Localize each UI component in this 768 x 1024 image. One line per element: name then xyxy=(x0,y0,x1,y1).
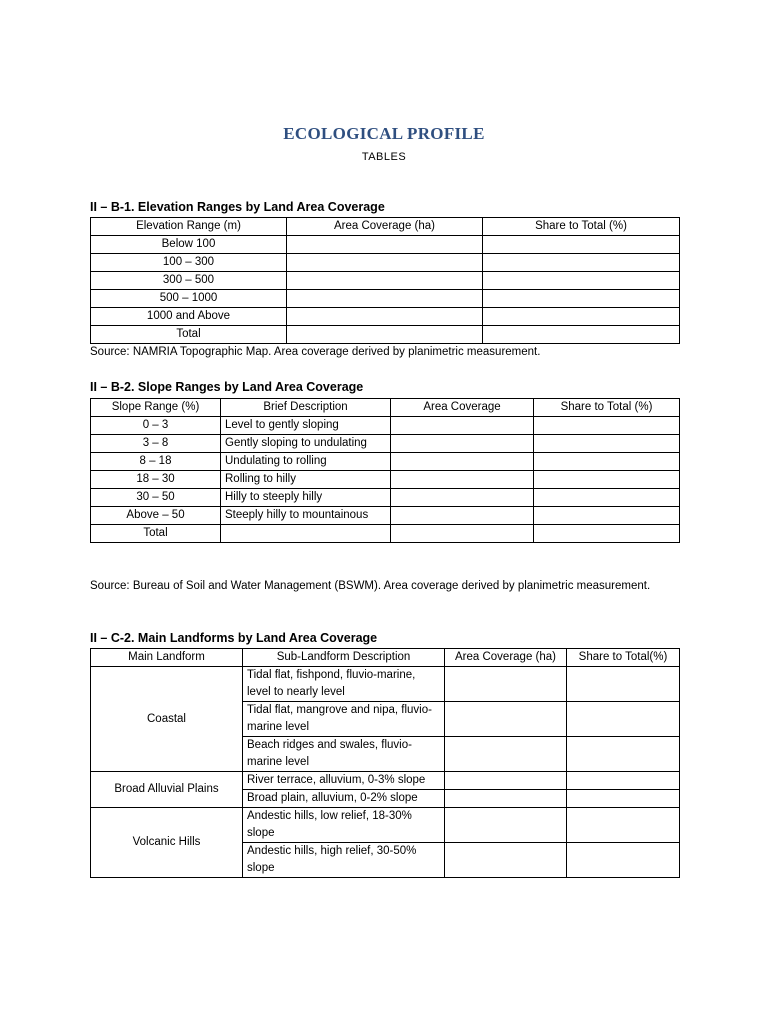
column-header: Area Coverage (ha) xyxy=(445,649,567,667)
table-cell xyxy=(534,507,680,525)
column-header: Elevation Range (m) xyxy=(91,218,287,236)
table-row xyxy=(91,507,680,525)
table-cell xyxy=(534,489,680,507)
table1-caption: II – B-1. Elevation Ranges by Land Area Coverage xyxy=(90,200,385,214)
table-cell xyxy=(534,525,680,543)
page-subtitle: TABLES xyxy=(361,151,407,163)
table-cell: Broad plain, alluvium, 0-2% slope xyxy=(243,790,445,808)
table-cell: 100 – 300 xyxy=(91,254,287,272)
table-cell xyxy=(534,471,680,489)
table-cell xyxy=(567,702,680,737)
table-cell xyxy=(287,308,483,326)
table-cell xyxy=(567,667,680,702)
column-header: Slope Range (%) xyxy=(91,399,221,417)
table-cell xyxy=(445,808,567,843)
table-cell xyxy=(483,272,680,290)
elevation-table xyxy=(90,217,680,344)
table-cell: Total xyxy=(91,525,221,543)
table-row xyxy=(91,254,680,272)
table-header-row xyxy=(91,649,680,667)
table-row xyxy=(91,435,680,453)
table-cell xyxy=(483,254,680,272)
table-cell: 18 – 30 xyxy=(91,471,221,489)
column-header: Brief Description xyxy=(221,399,391,417)
table-cell xyxy=(391,453,534,471)
page-title: ECOLOGICAL PROFILE xyxy=(283,124,485,143)
column-header: Main Landform xyxy=(91,649,243,667)
table-cell: 500 – 1000 xyxy=(91,290,287,308)
table-cell xyxy=(445,843,567,878)
table-cell: Total xyxy=(91,326,287,344)
column-header: Share to Total(%) xyxy=(567,649,680,667)
table-cell: Undulating to rolling xyxy=(221,453,391,471)
table-row xyxy=(91,272,680,290)
slope-table xyxy=(90,398,680,543)
table-cell xyxy=(483,326,680,344)
column-header: Area Coverage xyxy=(391,399,534,417)
table-cell xyxy=(391,525,534,543)
table1-source: Source: NAMRIA Topographic Map. Area coverage derived by planimetric measurement. xyxy=(90,346,541,358)
table-cell xyxy=(567,790,680,808)
column-header: Share to Total (%) xyxy=(483,218,680,236)
table-cell: 30 – 50 xyxy=(91,489,221,507)
table-cell xyxy=(391,417,534,435)
table-cell xyxy=(567,737,680,772)
table-cell xyxy=(534,435,680,453)
table-row xyxy=(91,290,680,308)
table-cell: Above – 50 xyxy=(91,507,221,525)
table-row xyxy=(91,471,680,489)
table-row xyxy=(91,236,680,254)
table-cell: 3 – 8 xyxy=(91,435,221,453)
table-cell xyxy=(483,290,680,308)
table-cell: River terrace, alluvium, 0-3% slope xyxy=(243,772,445,790)
table-cell: 1000 and Above xyxy=(91,308,287,326)
table3-caption: II – C-2. Main Landforms by Land Area Coverage xyxy=(90,631,378,645)
table-row xyxy=(91,308,680,326)
table-cell: Tidal flat, fishpond, fluvio-marine, level to nearly level xyxy=(243,667,445,702)
table-row xyxy=(91,525,680,543)
column-header: Share to Total (%) xyxy=(534,399,680,417)
landforms-table xyxy=(90,648,680,878)
table-cell xyxy=(287,326,483,344)
table-row xyxy=(91,667,680,702)
table-cell xyxy=(445,772,567,790)
table-cell xyxy=(534,453,680,471)
table2-source: Source: Bureau of Soil and Water Management (BSWM). Area coverage derived by planimetric measurement. xyxy=(90,580,651,592)
table-cell xyxy=(391,507,534,525)
table-cell: Beach ridges and swales, fluvio-marine level xyxy=(243,737,445,772)
table-row xyxy=(91,417,680,435)
table-cell: Hilly to steeply hilly xyxy=(221,489,391,507)
table-cell xyxy=(287,254,483,272)
table-cell: 300 – 500 xyxy=(91,272,287,290)
table-row xyxy=(91,808,680,843)
table-cell xyxy=(483,236,680,254)
table-cell xyxy=(567,808,680,843)
table-header-row xyxy=(91,218,680,236)
table2-caption: II – B-2. Slope Ranges by Land Area Coverage xyxy=(90,380,364,394)
table-row xyxy=(91,326,680,344)
table-row xyxy=(91,489,680,507)
table-cell xyxy=(445,790,567,808)
table-cell xyxy=(287,236,483,254)
column-header: Sub-Landform Description xyxy=(243,649,445,667)
table-cell xyxy=(445,737,567,772)
table-cell xyxy=(391,435,534,453)
table-cell xyxy=(391,471,534,489)
table-cell: Tidal flat, mangrove and nipa, fluvio-marine level xyxy=(243,702,445,737)
table-cell: Andestic hills, low relief, 18-30% slope xyxy=(243,808,445,843)
table-row xyxy=(91,772,680,790)
landform-group-cell: Volcanic Hills xyxy=(91,808,243,878)
table-cell xyxy=(221,525,391,543)
table-cell xyxy=(287,272,483,290)
table-header-row xyxy=(91,399,680,417)
table-cell: Below 100 xyxy=(91,236,287,254)
table-cell: 8 – 18 xyxy=(91,453,221,471)
table-cell: 0 – 3 xyxy=(91,417,221,435)
landform-group-cell: Coastal xyxy=(91,667,243,772)
table-cell xyxy=(567,843,680,878)
table-cell xyxy=(567,772,680,790)
table-cell: Level to gently sloping xyxy=(221,417,391,435)
table-cell xyxy=(287,290,483,308)
landform-group-cell: Broad Alluvial Plains xyxy=(91,772,243,808)
table-row xyxy=(91,453,680,471)
table-cell xyxy=(445,702,567,737)
table-cell: Steeply hilly to mountainous xyxy=(221,507,391,525)
table-cell: Gently sloping to undulating xyxy=(221,435,391,453)
table-cell xyxy=(483,308,680,326)
table-cell xyxy=(534,417,680,435)
table-cell xyxy=(391,489,534,507)
table-cell xyxy=(445,667,567,702)
column-header: Area Coverage (ha) xyxy=(287,218,483,236)
table-cell: Rolling to hilly xyxy=(221,471,391,489)
table-cell: Andestic hills, high relief, 30-50% slope xyxy=(243,843,445,878)
